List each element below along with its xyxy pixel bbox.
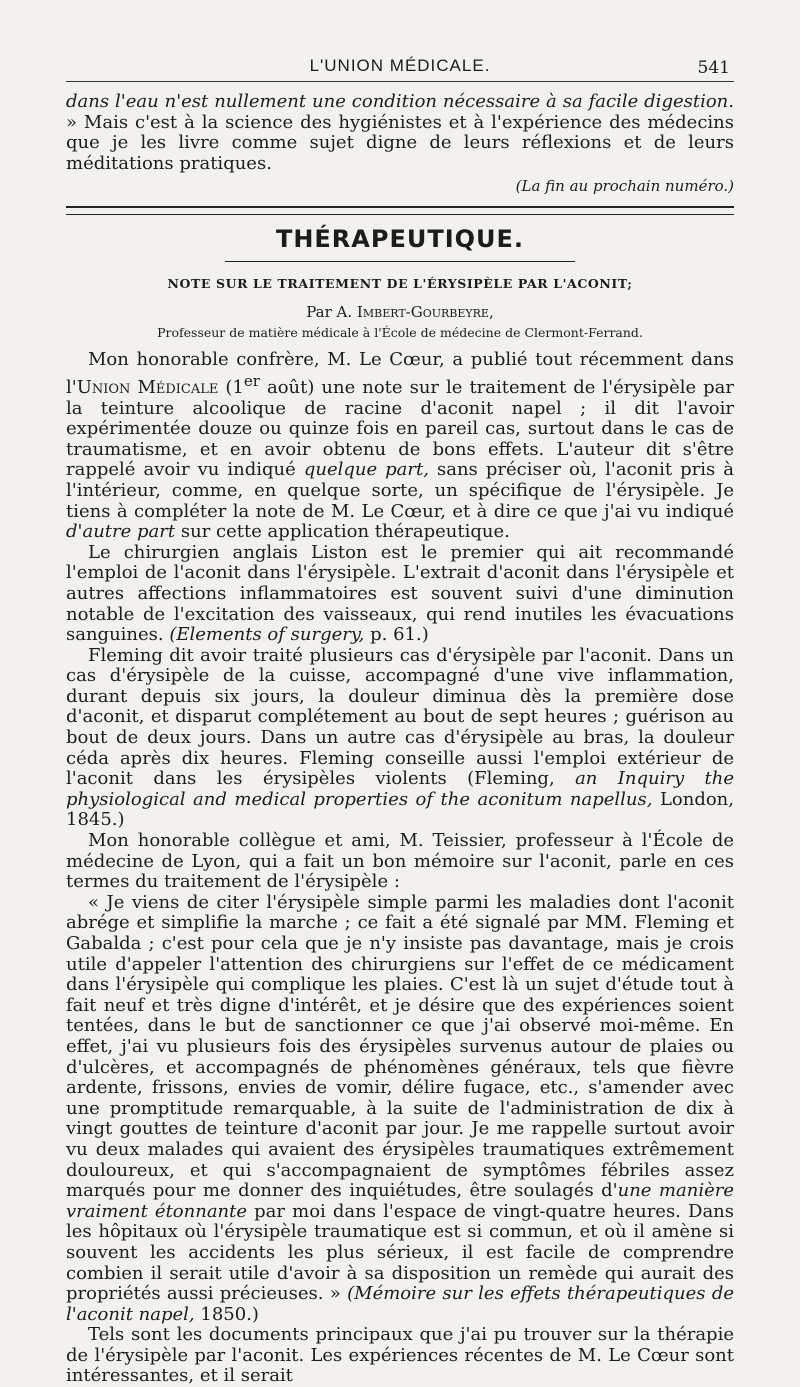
p5-text: par moi dans l'espace de vingt-quatre heures. Dans les hôpitaux où l'érysipèle traumatique est si commun, et où il amène si souvent les accidents les plus sérieux, il est facile de comprendre combien il serait utile d'avoir à sa disposition un remède qui aurait des propriétés aussi précieuses. » bbox=[66, 1200, 735, 1305]
p1-superscript: er bbox=[243, 371, 260, 390]
paragraph-6: Tels sont les documents principaux que j'ai pu trouver sur la thérapie de l'érysipèle par l'aconit. Les expériences récentes de M. Le Cœur sont intéressantes, et il serait bbox=[66, 1324, 734, 1387]
byline-prefix: Par A. bbox=[306, 303, 357, 322]
p1-italic: quelque part, bbox=[303, 459, 429, 481]
p2-text: Le chirurgien anglais Liston est le premier qui ait recommandé l'emploi de l'aconit dans l'érysipèle. L'extrait d'aconit dans l'érysipèle et autres affections inflammatoires est souvent suivi d'une diminution notable de l'excitation des vaisseaux, qui rend inutiles les évacuations sanguines. bbox=[66, 541, 734, 646]
journal-title: L'UNION MÉDICALE. bbox=[309, 56, 491, 75]
p5-citation: (Mémoire sur les effets thérapeutiques de l'aconit napel, bbox=[66, 1283, 734, 1325]
paragraph-4: Mon honorable collègue et ami, M. Teissier, professeur à l'École de médecine de Lyon, qui a fait un bon mémoire sur l'aconit, parle en ces termes du traitement de l'érysipèle : bbox=[66, 830, 734, 893]
p3-text: London, 1845.) bbox=[66, 788, 734, 831]
p3-citation: an Inquiry the physiological and medical properties of the aconitum napellus, bbox=[66, 768, 734, 810]
section-title: THÉRAPEUTIQUE. bbox=[275, 225, 525, 254]
paragraph-2 bbox=[66, 543, 734, 646]
running-header bbox=[66, 50, 734, 82]
journal-ref: Union Médicale bbox=[76, 376, 219, 398]
previous-article-italic: dans l'eau n'est nullement une condition nécessaire à sa facile digestion. bbox=[66, 91, 734, 112]
previous-article-ending bbox=[66, 92, 734, 174]
p2-citation: (Elements of surgery, bbox=[169, 624, 365, 646]
paragraph-1 bbox=[66, 350, 734, 542]
article-byline bbox=[66, 303, 734, 321]
p1-italic: d'autre part bbox=[66, 521, 176, 543]
p5-text: « Je viens de citer l'érysipèle simple parmi les maladies dont l'aconit abrége et simplifie la marche ; ce fait a été signalé par MM. Fleming et Gabalda ; c'est pour cela que je n'y insiste pas davantage, mais je crois utile d'appeler l'attention des chirurgiens sur l'effet de ce médicament dans l'érysipèle qui complique les plaies. C'est là un sujet d'étude tout à fait neuf et très digne d'intérêt, et je désire que des expériences soient tentées, dans le but de sanctionner ce que j'ai observé moi-même. En effet, j'ai vu plusieurs fois des érysipèles survenus autour de plaies ou d'ulcères, et accompagnés de phénomènes généraux, tels que fièvre ardente, frissons, envies de vomir, délire fugace, etc., s'amender avec une promptitude remarquable, à la suite de l'administration de dix à vingt gouttes de teinture d'aconit par jour. Je me rappelle surtout avoir vu deux malades qui avaient des érysipèles traumatiques extrêmement douloureux, et qui s'accompagnaient de symptômes fébriles assez marqués pour me donner des inquiétudes, être soulagés d' bbox=[66, 891, 734, 1202]
paragraph-5-quote bbox=[66, 893, 734, 1325]
p1-text: sans préciser où, l'aconit pris à l'intérieur, comme, en quelque sorte, un spécifique de l'érysipèle. Je tiens à compléter la note de M. Le Cœur, et à dire ce que j'ai vu indiqué bbox=[66, 459, 734, 522]
article-title: NOTE SUR LE TRAITEMENT DE L'ÉRYSIPÈLE PAR L'ACONIT; bbox=[167, 276, 633, 292]
p1-text: sur cette application thérapeutique. bbox=[175, 521, 510, 543]
header-rule bbox=[66, 81, 734, 82]
section-divider bbox=[66, 206, 734, 215]
author-name: Imbert-Gourbeyre bbox=[356, 303, 489, 322]
page-body bbox=[66, 92, 734, 1387]
author-affiliation: Professeur de matière médicale à l'École de médecine de Clermont-Ferrand. bbox=[157, 325, 643, 341]
p2-text: p. 61.) bbox=[364, 624, 429, 646]
p5-italic: une manière vraiment étonnante bbox=[66, 1180, 734, 1222]
previous-article-text: » Mais c'est à la science des hygiénistes et à l'expérience des médecins que je les livre comme sujet digne de leurs réflexions et de leurs méditations pratiques. bbox=[66, 111, 734, 174]
p1-text: Mon honorable confrère, M. Le Cœur, a publié tout récemment dans l' bbox=[66, 349, 734, 398]
continuation-note: (La fin au prochain numéro.) bbox=[515, 177, 734, 196]
page-number: 541 bbox=[697, 58, 730, 78]
byline-suffix: , bbox=[488, 303, 494, 322]
p3-text: Fleming dit avoir traité plusieurs cas d'érysipèle par l'aconit. Dans un cas d'érysipèle de la cuisse, accompagné d'une vive inflammation, durant depuis six jours, la douleur diminua dès la première dose d'aconit, et disparut complétement au bout de sept heures ; guérison au bout de deux jours. Dans un autre cas d'érysipèle au bras, la douleur céda après dix heures. Fleming conseille aussi l'emploi extérieur de l'aconit dans les érysipèles violents (Fleming, bbox=[66, 644, 734, 790]
p5-text: 1850.) bbox=[194, 1303, 259, 1325]
p1-text: août) une note sur le traitement de l'érysipèle par la teinture alcoolique de racine d'aconit napel ; il dit l'avoir expérimentée douze ou quinze fois en pareil cas, surtout dans le cas de traumatisme, et en avoir obtenu de bons effets. L'auteur dit s'être rappelé avoir vu indiqué bbox=[66, 376, 734, 481]
p1-text: (1 bbox=[218, 376, 244, 398]
title-rule bbox=[225, 261, 575, 262]
paragraph-3 bbox=[66, 646, 734, 831]
